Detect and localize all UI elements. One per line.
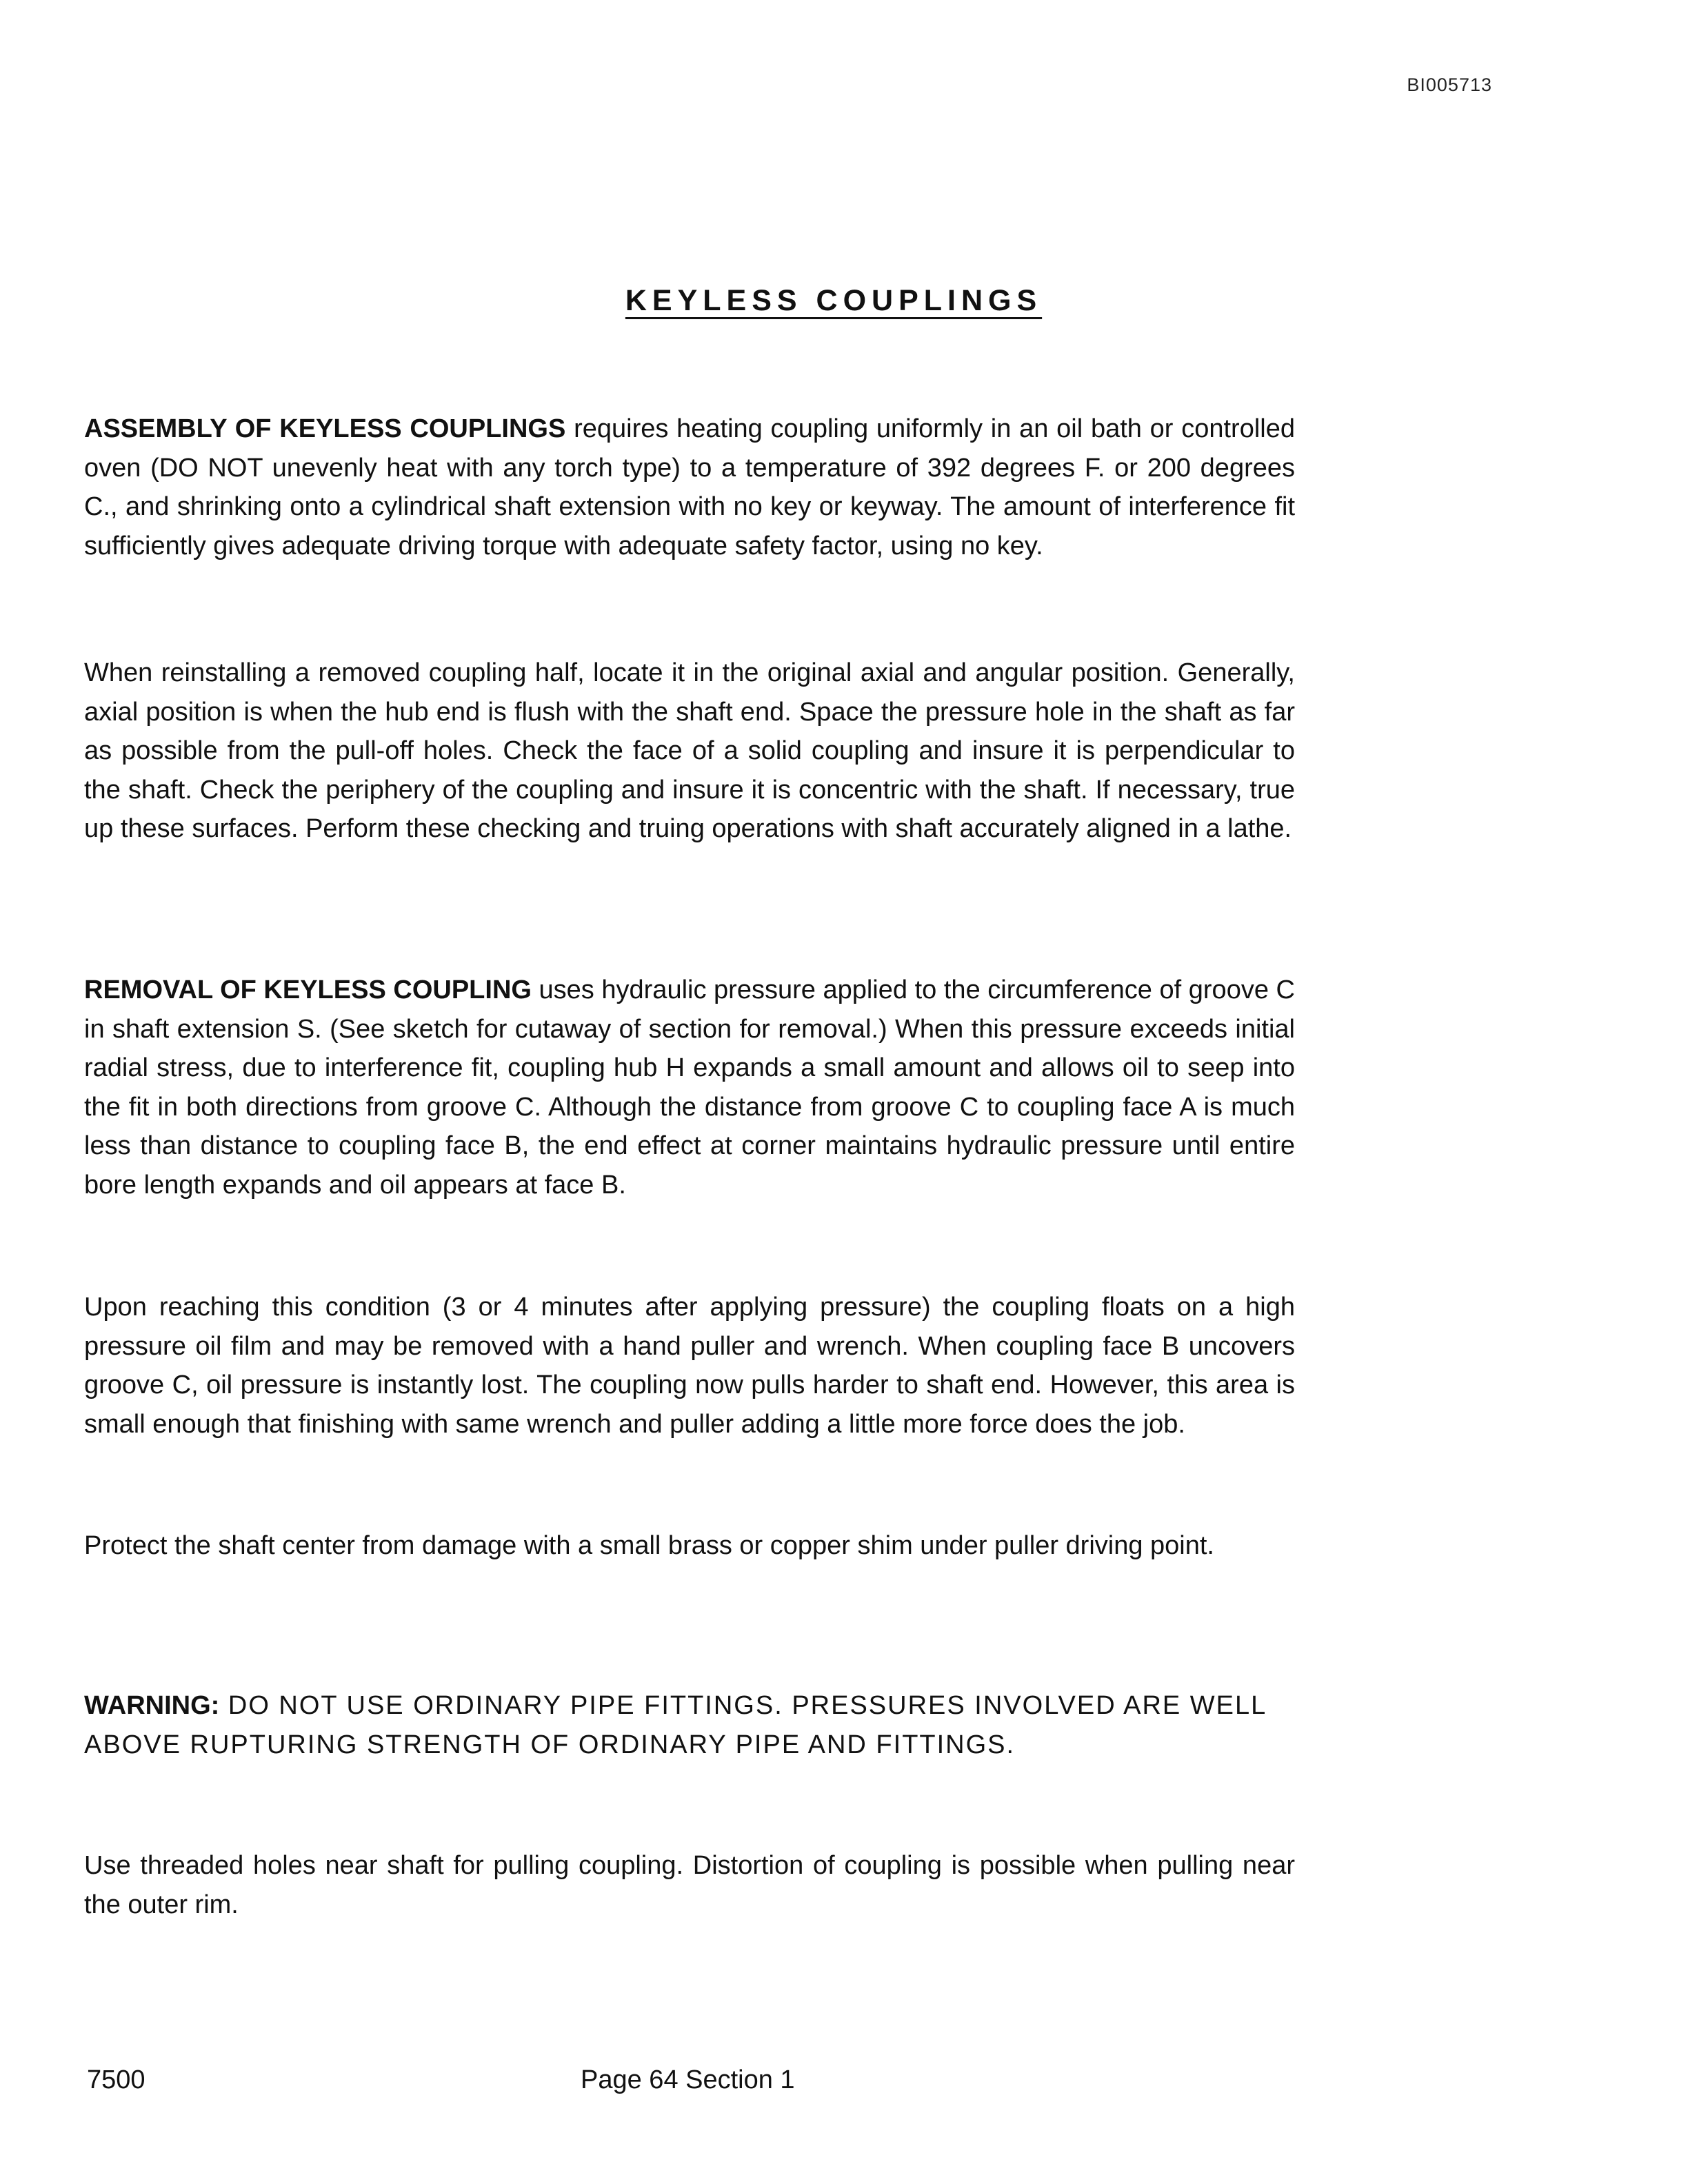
removal-body: uses hydraulic pressure applied to the circumference of groove C in shaft extension S. (See sketch for cutaway of section for removal.) When this pressure exceeds initial radial stress, due to interference fit, coupling hub H expands a small amount and allows oil to seep into the fit in both directions from groove C. Although the distance from groove C to coupling face A is much less than distance to coupling face B, the end effect at corner maintains hydraulic pressure until entire bore length expands and oil appears at face B.	[84, 975, 1295, 1200]
threaded-holes-paragraph: Use threaded holes near shaft for pulling coupling. Distortion of coupling is possible when pulling near the outer rim.	[84, 1851, 1295, 1919]
document-id: BI005713	[1407, 74, 1492, 95]
assembly-heading: ASSEMBLY OF KEYLESS COUPLINGS	[84, 414, 566, 443]
warning-paragraph	[84, 1686, 1295, 1764]
warning-label: WARNING:	[84, 1691, 220, 1720]
page-title	[0, 284, 1688, 318]
assembly-body: requires heating coupling uniformly in an oil bath or controlled oven (DO NOT unevenly heat with any torch type) to a temperature of 392 degrees F. or 200 degrees C., and shrinking onto a cylindrical shaft extension with no key or keyway. The amount of interference fit sufficiently gives adequate driving torque with adequate safety factor, using no key.	[84, 414, 1295, 560]
removal-paragraph	[84, 971, 1295, 1204]
assembly-paragraph	[84, 410, 1295, 565]
page-title-text: KEYLESS COUPLINGS	[625, 284, 1043, 317]
footer-page-label: Page 64 Section 1	[581, 2065, 795, 2094]
reinstall-paragraph: When reinstalling a removed coupling half, locate it in the original axial and angular position. Generally, axial position is when the hub end is flush with the shaft end. Space the pressure hole in the shaft as far as possible from the pull-off holes. Check the face of a solid coupling and insure it is perpendicular to the shaft. Check the periphery of the coupling and insure it is concentric with the shaft. If necessary, true up these surfaces. Perform these checking and truing operations with shaft accurately aligned in a lathe.	[84, 658, 1295, 843]
protect-paragraph: Protect the shaft center from damage with a small brass or copper shim under puller driving point.	[84, 1531, 1214, 1560]
warning-body: DO NOT USE ORDINARY PIPE FITTINGS. PRESSURES INVOLVED ARE WELL ABOVE RUPTURING STRENGTH OF ORDINARY PIPE AND FITTINGS.	[84, 1691, 1266, 1759]
removal-heading: REMOVAL OF KEYLESS COUPLING	[84, 975, 532, 1004]
footer-model-number: 7500	[87, 2065, 145, 2094]
condition-paragraph: Upon reaching this condition (3 or 4 minutes after applying pressure) the coupling floats on a high pressure oil film and may be removed with a hand puller and wrench. When coupling face B uncovers groove C, oil pressure is instantly lost. The coupling now pulls harder to shaft end. However, this area is small enough that finishing with same wrench and puller adding a little more force does the job.	[84, 1293, 1295, 1439]
